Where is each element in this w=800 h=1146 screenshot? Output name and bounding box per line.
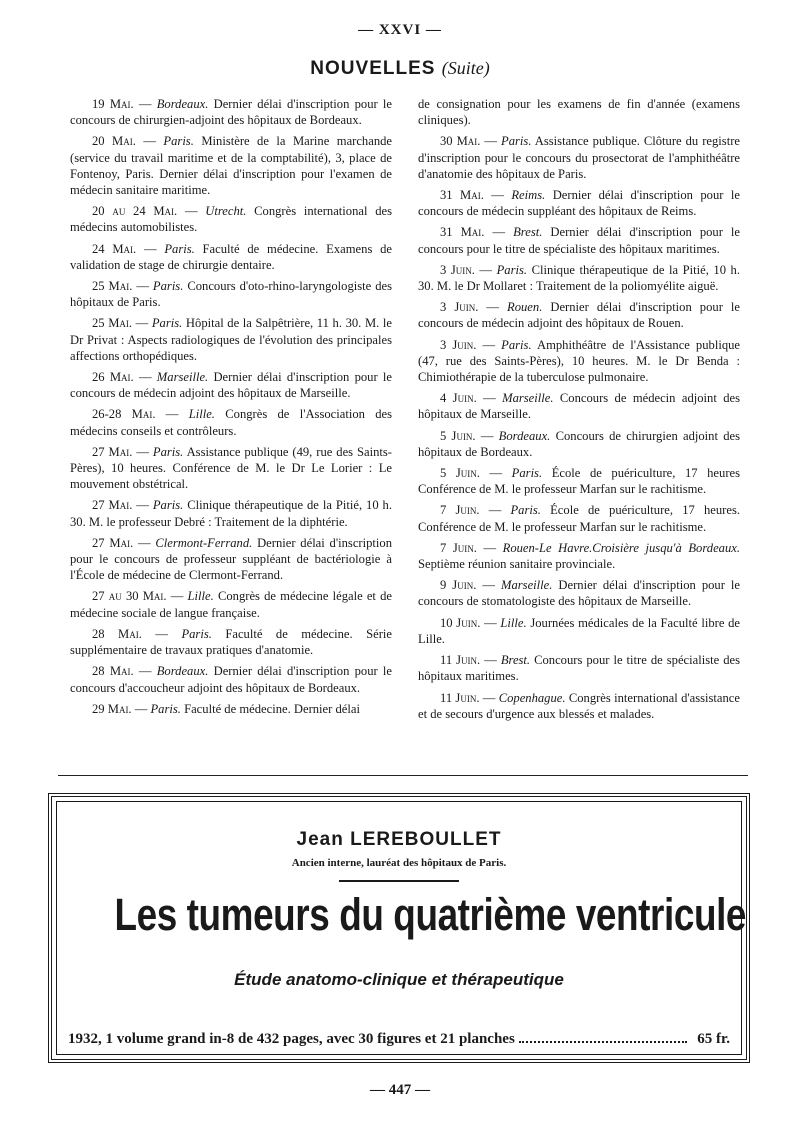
- entry-text: Assistance publique. Clôture du registre d'inscription pour le concours du prosectorat de l'amphithéâtre d'anatomie des hôpitaux de Paris.: [418, 134, 740, 181]
- entry-date: 27 Mai.: [92, 444, 133, 459]
- entry-date: 31 Mai.: [440, 225, 485, 240]
- ad-divider: [339, 880, 459, 882]
- entry-text: Dernier délai d'inscription pour le concours de chirurgien-adjoint des hôpitaux de Bordeaux.: [70, 97, 393, 128]
- entry-text: Congrès de médecine légale et de médecine sociale de langue française.: [70, 589, 392, 620]
- entry-city: Paris.: [151, 316, 183, 331]
- page-header-roman: — XXVI —: [358, 22, 442, 38]
- entry-text: Ministère de la Marine marchande (service du travail maritime et de la comptabilité), 3, place de Fontenoy, Paris. Dernier délai d'inscription pour l'examen de médecin sanitaire maritime.: [70, 134, 393, 198]
- entry-text: Concours d'oto-rhino-laryngologiste des hôpitaux de Paris.: [70, 279, 392, 310]
- news-entry: 28 Mai. — Bordeaux. Dernier délai d'inscription pour le concours d'accoucheur adjoint des hôpitaux de Bordeaux.: [70, 664, 393, 695]
- entry-city: Paris.: [152, 498, 184, 513]
- entry-city: Lille.: [500, 615, 527, 630]
- entry-date: 3 Juin.: [440, 300, 479, 315]
- entry-date: 5 Juin.: [440, 466, 480, 481]
- entry-city: Bordeaux.: [156, 97, 209, 111]
- entry-date: 25 Mai.: [92, 279, 133, 294]
- entry-city: Bordeaux.: [156, 664, 209, 679]
- entry-city: Bordeaux.: [498, 428, 551, 443]
- entry-text: Clinique thérapeutique de la Pitié, 10 h. 30. M. le professeur Debré : Traitement de la diphtérie.: [70, 498, 392, 529]
- entry-city: Paris.: [181, 626, 212, 641]
- news-entry: 31 Mai. — Brest. Dernier délai d'inscription pour le concours pour le titre de spécialiste des hôpitaux maritimes.: [418, 225, 741, 256]
- entry-city: Paris.: [510, 503, 541, 518]
- news-column-left: [70, 96, 392, 727]
- book-advertisement: [48, 793, 750, 1063]
- entry-date: 25 Mai.: [92, 316, 133, 331]
- entry-date: 28 Mai.: [92, 626, 142, 641]
- ad-publication-details: 1932, 1 volume grand in-8 de 432 pages, avec 30 figures et 21 planches: [68, 1031, 515, 1047]
- ad-price: 65 fr.: [697, 1031, 730, 1047]
- entry-text: Dernier délai d'inscription pour le concours de médecin adjoint des hôpitaux de Marseille.: [70, 370, 392, 401]
- news-entry: 24 Mai. — Paris. Faculté de médecine. Examens de validation de stage de chirurgie dentaire.: [70, 241, 392, 272]
- entry-city: Lille.: [187, 589, 214, 604]
- entry-date: 30 Mai.: [440, 134, 481, 149]
- news-entry: 27 Mai. — Clermont-Ferrand. Dernier délai d'inscription pour le concours de professeur suppléant de bactériologie à l'École de médecine de Clermont-Ferrand.: [70, 535, 392, 583]
- ad-author: Jean LEREBOULLET: [296, 829, 502, 850]
- news-entry: 27 au 30 Mai. — Lille. Congrès de médecine légale et de médecine sociale de langue française.: [70, 589, 392, 620]
- news-entry: 28 Mai. — Paris. Faculté de médecine. Série supplémentaire de travaux pratiques d'anatomie.: [70, 626, 392, 658]
- entry-city: Lille.: [188, 407, 215, 422]
- entry-date: 11 Juin.: [440, 653, 481, 668]
- entry-text: Faculté de médecine. Examens de validation de stage de chirurgie dentaire.: [70, 241, 392, 272]
- entry-text: Journées médicales de la Faculté libre de Lille.: [418, 615, 741, 646]
- entry-city: Brest.: [500, 653, 531, 668]
- entry-text: Concours pour le titre de spécialiste des hôpitaux maritimes.: [418, 653, 740, 684]
- entry-date: 5 Juin.: [440, 428, 476, 443]
- entry-date: 20 au 24 Mai.: [92, 204, 178, 219]
- entry-text: Faculté de médecine. Dernier délai: [180, 701, 360, 716]
- entry-date: 3 Juin.: [440, 262, 475, 277]
- entry-city: Paris.: [150, 701, 181, 716]
- entry-date: 27 Mai.: [92, 498, 133, 513]
- entry-date: 26-28 Mai.: [92, 407, 156, 422]
- entry-city: Paris.: [496, 262, 528, 277]
- entry-date: 7 Juin.: [440, 540, 477, 555]
- divider-rule: [58, 775, 748, 776]
- news-entry: 27 Mai. — Paris. Clinique thérapeutique de la Pitié, 10 h. 30. M. le professeur Debré : Traitement de la diphtérie.: [70, 498, 392, 529]
- news-entry: 20 Mai. — Paris. Ministère de la Marine marchande (service du travail maritime et de la comptabilité), 3, place de Fontenoy, Paris. Dernier délai d'inscription pour l'examen de médecin sanitaire maritime.: [70, 134, 393, 198]
- entry-text: Septième réunion sanitaire provinciale.: [418, 557, 616, 572]
- entry-date: 24 Mai.: [92, 241, 137, 256]
- news-entry: 19 Mai. — Bordeaux. Dernier délai d'inscription pour le concours de chirurgien-adjoint des hôpitaux de Bordeaux.: [70, 97, 393, 128]
- entry-text: Assistance publique (49, rue des Saints-Pères), 10 heures. Conférence de M. le Dr Le Lorier : Le mouvement obstétrical.: [70, 444, 393, 492]
- entry-date: 27 au 30 Mai.: [92, 589, 167, 604]
- entry-text: École de puériculture, 17 heures. Conférence de M. le professeur Marfan sur le rachitisme.: [418, 503, 740, 534]
- entry-city: Marseille.: [502, 391, 554, 406]
- news-entry: 26 Mai. — Marseille. Dernier délai d'inscription pour le concours de médecin adjoint des hôpitaux de Marseille.: [70, 370, 392, 401]
- news-entry: 11 Juin. — Copenhague. Congrès international d'assistance et de secours d'urgence aux blessés et malades.: [418, 690, 740, 721]
- entry-city: Brest.: [513, 225, 543, 240]
- entry-city: Reims.: [511, 188, 546, 203]
- news-entry: 20 au 24 Mai. — Utrecht. Congrès international des médecins automobilistes.: [70, 204, 393, 235]
- entry-city: Copenhague.: [498, 690, 566, 705]
- news-entry: 30 Mai. — Paris. Assistance publique. Clôture du registre d'inscription pour le concours du prosectorat de l'amphithéâtre d'anatomie des hôpitaux de Paris.: [418, 134, 740, 181]
- entry-city: Paris.: [501, 134, 532, 149]
- entry-text: Dernier délai d'inscription pour le concours de stomatologiste des hôpitaux de Marseille.: [418, 578, 741, 609]
- entry-text: Congrès international d'assistance et de secours d'urgence aux blessés et malades.: [418, 690, 740, 721]
- entry-text: Clinique thérapeutique de la Pitié, 10 h. 30. M. le Dr Mollaret : Traitement de la poliomyélite aiguë.: [418, 262, 740, 294]
- entry-date: 19 Mai.: [92, 97, 134, 111]
- section-title-text: NOUVELLES: [310, 58, 436, 79]
- news-entry: 3 Juin. — Rouen. Dernier délai d'inscription pour le concours de médecin adjoint des hôpitaux de Rouen.: [418, 300, 740, 331]
- entry-text: Dernier délai d'inscription pour le concours de médecin adjoint des hôpitaux de Rouen.: [418, 300, 740, 331]
- entry-text: Dernier délai d'inscription pour le concours d'accoucheur adjoint des hôpitaux de Bordeaux.: [70, 664, 393, 695]
- news-entry: 7 Juin. — Rouen-Le Havre.Croisière jusqu'à Bordeaux. Septième réunion sanitaire provinciale.: [418, 540, 740, 572]
- entry-date: 9 Juin.: [440, 578, 477, 593]
- entry-date: 28 Mai.: [92, 664, 134, 679]
- entry-text: Congrès international des médecins automobilistes.: [70, 204, 393, 235]
- news-entry: 4 Juin. — Marseille. Concours de médecin adjoint des hôpitaux de Marseille.: [418, 391, 741, 422]
- entry-city: Paris.: [501, 337, 532, 352]
- dot-leader: [519, 1041, 687, 1043]
- news-entry: 25 Mai. — Paris. Concours d'oto-rhino-laryngologiste des hôpitaux de Paris.: [70, 279, 392, 310]
- ad-book-title: Les tumeurs du quatrième ventricule: [114, 889, 747, 940]
- entry-text: Congrès de l'Association des médecins conseils et contrôleurs.: [70, 407, 392, 438]
- entry-text: Concours de médecin adjoint des hôpitaux de Marseille.: [418, 391, 741, 422]
- entry-city: Paris.: [152, 444, 184, 459]
- entry-city: Marseille.: [156, 370, 209, 385]
- entry-date: 4 Juin.: [440, 391, 477, 406]
- news-entry: 31 Mai. — Reims. Dernier délai d'inscription pour le concours de médecin suppléant des hôpitaux de Reims.: [418, 188, 740, 219]
- section-title-suite: (Suite): [441, 58, 490, 78]
- section-title: [0, 58, 800, 80]
- news-entry: 27 Mai. — Paris. Assistance publique (49, rue des Saints-Pères), 10 heures. Conférence de M. le Dr Le Lorier : Le mouvement obstétrical.: [70, 444, 393, 492]
- news-entry: 9 Juin. — Marseille. Dernier délai d'inscription pour le concours de stomatologiste des hôpitaux de Marseille.: [418, 578, 741, 609]
- news-columns: [70, 96, 740, 727]
- ad-publication-line: [68, 1031, 730, 1048]
- entry-city: Rouen.: [507, 300, 543, 315]
- entry-date: 7 Juin.: [440, 503, 480, 518]
- entry-city: Marseille.: [500, 578, 553, 593]
- news-entry: 26-28 Mai. — Lille. Congrès de l'Association des médecins conseils et contrôleurs.: [70, 407, 392, 438]
- news-entry: 25 Mai. — Paris. Hôpital de la Salpêtrière, 11 h. 30. M. le Dr Privat : Aspects radiologiques de l'évolution des principales affections orthopédiques.: [70, 316, 392, 363]
- ad-author-credentials: Ancien interne, lauréat des hôpitaux de Paris.: [291, 857, 507, 869]
- entry-date: 11 Juin.: [440, 690, 480, 705]
- entry-text: École de puériculture, 17 heures Conférence de M. le professeur Marfan sur le rachitisme.: [418, 466, 741, 497]
- entry-date: 29 Mai.: [92, 701, 132, 716]
- entry-text: Dernier délai d'inscription pour le concours de médecin suppléant des hôpitaux de Reims.: [418, 188, 740, 219]
- entry-city: Paris.: [163, 134, 194, 149]
- news-entry: 5 Juin. — Paris. École de puériculture, 17 heures Conférence de M. le professeur Marfan sur le rachitisme.: [418, 466, 741, 497]
- entry-city: Rouen-Le Havre.Croisière jusqu'à Bordeaux.: [502, 540, 740, 555]
- entry-date: 31 Mai.: [440, 188, 484, 203]
- news-entry: 10 Juin. — Lille. Journées médicales de la Faculté libre de Lille.: [418, 615, 741, 646]
- entry-date: 27 Mai.: [92, 535, 134, 550]
- entry-date: 3 Juin.: [440, 337, 477, 352]
- entry-date: 10 Juin.: [440, 615, 481, 630]
- news-entry: 7 Juin. — Paris. École de puériculture, 17 heures. Conférence de M. le professeur Marfan sur le rachitisme.: [418, 503, 740, 534]
- entry-text: Amphithéâtre de l'Assistance publique (47, rue des Saints-Pères), 10 heures. M. le Dr Benda : Chimiothérapie de la tuberculose pulmonaire.: [418, 337, 741, 385]
- news-column-right: [418, 96, 740, 727]
- entry-city: Paris.: [164, 241, 195, 256]
- ad-book-subtitle: Étude anatomo-clinique et thérapeutique: [234, 970, 564, 989]
- news-entry: 11 Juin. — Brest. Concours pour le titre de spécialiste des hôpitaux maritimes.: [418, 653, 740, 684]
- entry-date: 20 Mai.: [92, 134, 136, 149]
- entry-text: Hôpital de la Salpêtrière, 11 h. 30. M. le Dr Privat : Aspects radiologiques de l'évolution des principales affections orthopédiques.: [70, 316, 392, 363]
- entry-text: Dernier délai d'inscription pour le concours de professeur suppléant de bactériologie à l'École de médecine de Clermont-Ferrand.: [70, 535, 392, 583]
- page-number: — 447 —: [370, 1082, 430, 1098]
- entry-date: 26 Mai.: [92, 370, 134, 385]
- news-entry: 29 Mai. — Paris. Faculté de médecine. Dernier délai: [92, 701, 360, 716]
- entry-city: Clermont-Ferrand.: [155, 535, 253, 550]
- entry-text: Faculté de médecine. Série supplémentaire de travaux pratiques d'anatomie.: [70, 626, 392, 658]
- news-entry: 3 Juin. — Paris. Clinique thérapeutique de la Pitié, 10 h. 30. M. le Dr Mollaret : Traitement de la poliomyélite aiguë.: [418, 262, 740, 294]
- news-entry: 5 Juin. — Bordeaux. Concours de chirurgien adjoint des hôpitaux de Bordeaux.: [418, 428, 740, 459]
- news-entry: 3 Juin. — Paris. Amphithéâtre de l'Assistance publique (47, rue des Saints-Pères), 10 heures. M. le Dr Benda : Chimiothérapie de la tuberculose pulmonaire.: [418, 337, 741, 385]
- entry-city: Utrecht.: [205, 204, 247, 219]
- entry-text: Dernier délai d'inscription pour le concours pour le titre de spécialiste des hôpitaux maritimes.: [418, 225, 741, 256]
- news-entry-continuation: de consignation pour les examens de fin d'année (examens cliniques).: [418, 97, 740, 128]
- entry-city: Paris.: [152, 279, 184, 294]
- entry-text: Concours de chirurgien adjoint des hôpitaux de Bordeaux.: [418, 428, 740, 459]
- entry-city: Paris.: [511, 466, 543, 481]
